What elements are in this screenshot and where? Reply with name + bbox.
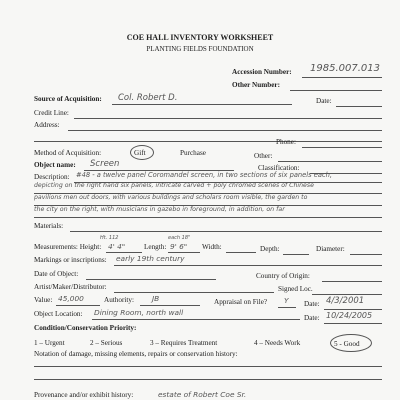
materials-label: Materials: [34,222,64,230]
appraisal-date-value: 4/3/2001 [326,296,365,306]
measurements-label: Measurements: Height: [34,243,102,251]
method-other-line [278,161,382,162]
condition-header: Condition/Conservation Priority: [34,324,137,332]
source-label: Source of Acquisition: [34,95,102,103]
object-location-label: Object Location: [34,310,83,318]
form-title: COE HALL INVENTORY WORKSHEET [126,33,274,42]
description-line-4: the city on the right, with musicians in gazebo in foreground, in addition, on far [34,206,285,213]
phone-line [302,147,382,148]
classification-label: Classification: [258,164,300,172]
markings-value: early 19th century [116,254,185,263]
appraisal-date-label: Date: [304,300,320,308]
condition-2: 2 – Serious [90,339,123,347]
provenance-label: Provenance and/or exhibit history: [34,391,134,399]
location-date-line [324,323,382,324]
signed-loc-label: Signed Loc. [278,285,313,293]
method-label: Method of Acquisition: [34,149,102,157]
condition-5: 5 - Good [334,340,360,348]
height-line [106,252,142,253]
authority-label: Authority: [104,296,134,304]
source-date-line [336,106,382,107]
object-name-label: Object name: [34,161,76,169]
appraisal-date-line [324,309,382,310]
accession-number-line [302,77,382,78]
materials-line [70,231,382,232]
depth-label: Depth: [260,245,280,253]
source-line [112,104,292,105]
other-number-label: Other Number: [232,81,280,89]
value-label: Value: [34,296,53,304]
appraisal-line [278,307,296,308]
appraisal-value: Y [284,296,289,305]
diameter-label: Diameter: [316,245,345,253]
description-rule-4 [34,217,382,218]
object-location-line [92,319,300,320]
accession-number-label: Accession Number: [232,68,292,76]
country-line [322,281,382,282]
width-label: Width: [202,243,222,251]
authority-value: JB [152,294,160,303]
length-label: Length: [144,243,167,251]
authority-line [140,305,200,306]
credit-line-label: Credit Line: [34,109,69,117]
credit-line-line [74,118,382,119]
address-label: Address: [34,121,60,129]
accession-number-value: 1985.007.013 [310,63,380,74]
country-label: Country of Origin: [256,272,310,280]
address-line-2 [34,141,382,142]
notation-label: Notation of damage, missing elements, repairs or conservation history: [34,350,238,358]
artist-line [114,292,274,293]
method-gift: Gift [134,149,146,157]
description-line-2: depicting on the right hand six panels, intricate carved + poly chromed scenes of Chinese [34,182,314,189]
provenance-value: estate of Robert Coe Sr. [158,390,247,399]
location-date-value: 10/24/2005 [326,311,373,320]
form-subtitle: PLANTING FIELDS FOUNDATION [146,45,254,53]
diameter-line [350,254,382,255]
object-location-value: Dining Room, north wall [94,308,184,317]
value-value: 45,000 [58,294,84,303]
location-date-label: Date: [304,314,320,322]
address-line-1 [68,130,382,131]
condition-4: 4 – Needs Work [254,339,301,347]
date-of-object-line [86,279,216,280]
appraisal-label: Appraisal on File? [214,298,268,306]
notation-line-2 [34,379,382,380]
length-note: each 18" [168,235,191,241]
value-line [56,305,100,306]
object-name-value: Screen [90,159,120,169]
method-other-label: Other: [254,152,273,160]
description-line-1: #48 - a twelve panel Coromandel screen, in two sections of six panels each, [76,171,333,179]
phone-label: Phone: [276,138,296,146]
condition-1: 1 – Urgent [34,339,65,347]
depth-line [283,254,309,255]
width-line [226,252,256,253]
length-line [168,252,200,253]
condition-3: 3 – Requires Treatment [150,339,218,347]
other-number-line [290,90,382,91]
length-value: 9' 6" [170,242,188,251]
source-value: Col. Robert D. [118,93,178,103]
height-value: 4' 4" [108,242,126,251]
source-date-label: Date: [316,97,332,105]
artist-label: Artist/Maker/Distributor: [34,283,107,291]
markings-line [114,265,382,266]
description-label: Description: [34,173,70,181]
notation-line-1 [34,366,382,367]
method-purchase: Purchase [180,149,206,157]
markings-label: Markings or inscriptions: [34,256,107,264]
description-line-3: pavilions men out doors, with various buildings and scholars room visible, the garden to [34,194,308,201]
signed-loc-line [312,294,382,295]
height-note: Ht. 112 [100,235,119,241]
date-of-object-label: Date of Object: [34,270,79,278]
